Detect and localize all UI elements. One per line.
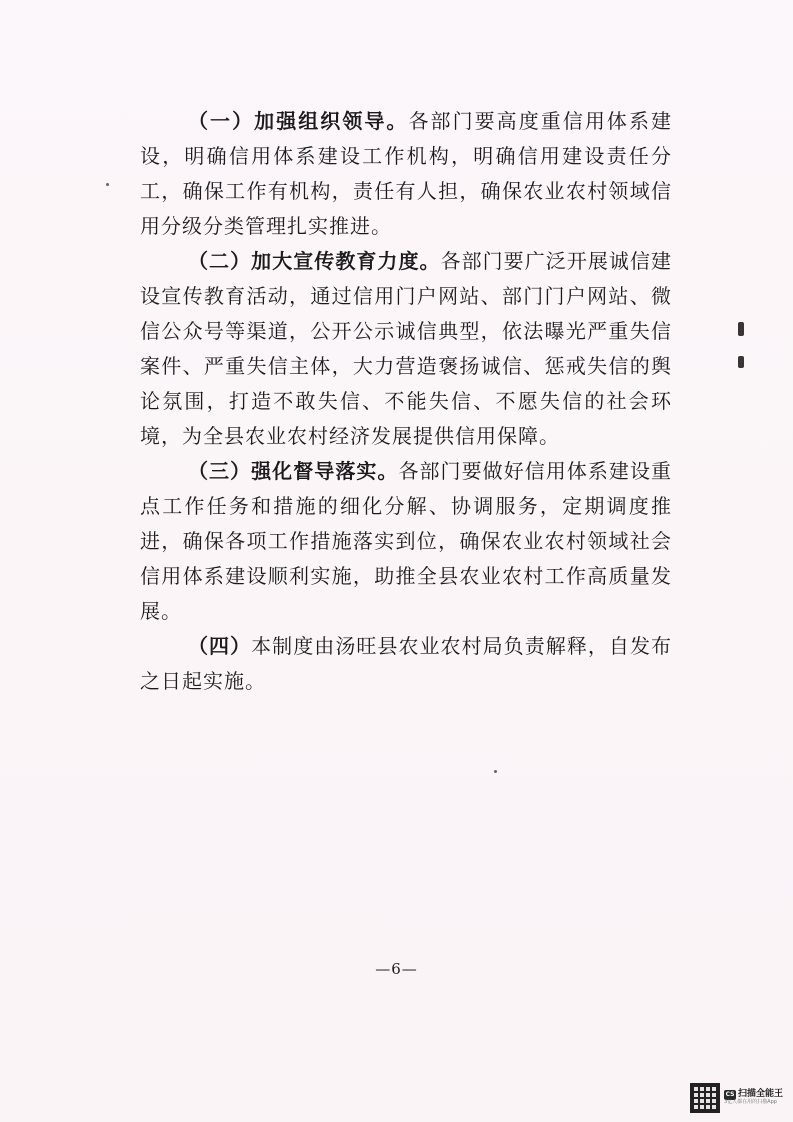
paragraph-text: 各部门要广泛开展诚信建设宣传教育活动，通过信用门户网站、部门门户网站、微信公众号等渠道，公开公示诚信典型，依法曝光严重失信案件、严重失信主体，大力营造褒扬诚信、惩戒失信的舆论氛围，打造不敢失信、不能失信、不愿失信的社会环境，为全县农业农村经济发展提供信用保障。	[140, 249, 673, 448]
paragraph-text: 各部门要高度重信用体系建设，明确信用体系建设工作机构，明确信用建设责任分工，确保工作有机构，责任有人担，确保农业农村领域信用分级分类管理扎实推进。	[140, 109, 673, 238]
qr-code-icon	[690, 1083, 720, 1113]
paragraph-interpretation	[140, 629, 672, 699]
paragraph-heading: （一）加强组织领导。	[188, 109, 409, 133]
binding-mark	[738, 356, 744, 368]
paragraph-text: 本制度由汤旺县农业农村局负责解释，自发布之日起实施。	[140, 634, 673, 693]
paragraph-text: 各部门要做好信用体系建设重点工作任务和措施的细化分解、协调服务，定期调度推进，确保各项工作措施落实到位，确保农业农村领域社会信用体系建设顺利实施，助推全县农业农村工作高质量发展。	[140, 459, 673, 623]
paragraph-publicity	[140, 244, 672, 454]
document-body	[140, 104, 672, 699]
paragraph-supervision	[140, 454, 672, 629]
scanner-watermark	[690, 1080, 790, 1116]
scan-speck	[106, 183, 109, 186]
scan-speck	[494, 770, 497, 773]
paragraph-heading: （三）强化督导落实。	[188, 459, 399, 483]
scanner-watermark-text	[724, 1090, 783, 1106]
scanner-app-name: 扫描全能王	[738, 1089, 784, 1100]
scanner-tagline: 3亿人都在用的扫描App	[724, 1099, 777, 1106]
page-number: —6—	[375, 960, 418, 978]
binding-mark	[738, 322, 744, 336]
paragraph-heading: （二）加大宣传教育力度。	[188, 249, 441, 273]
paragraph-heading: （四）	[188, 634, 252, 658]
paragraph-organization	[140, 104, 672, 244]
camscanner-logo-icon: CS	[725, 1091, 735, 1099]
